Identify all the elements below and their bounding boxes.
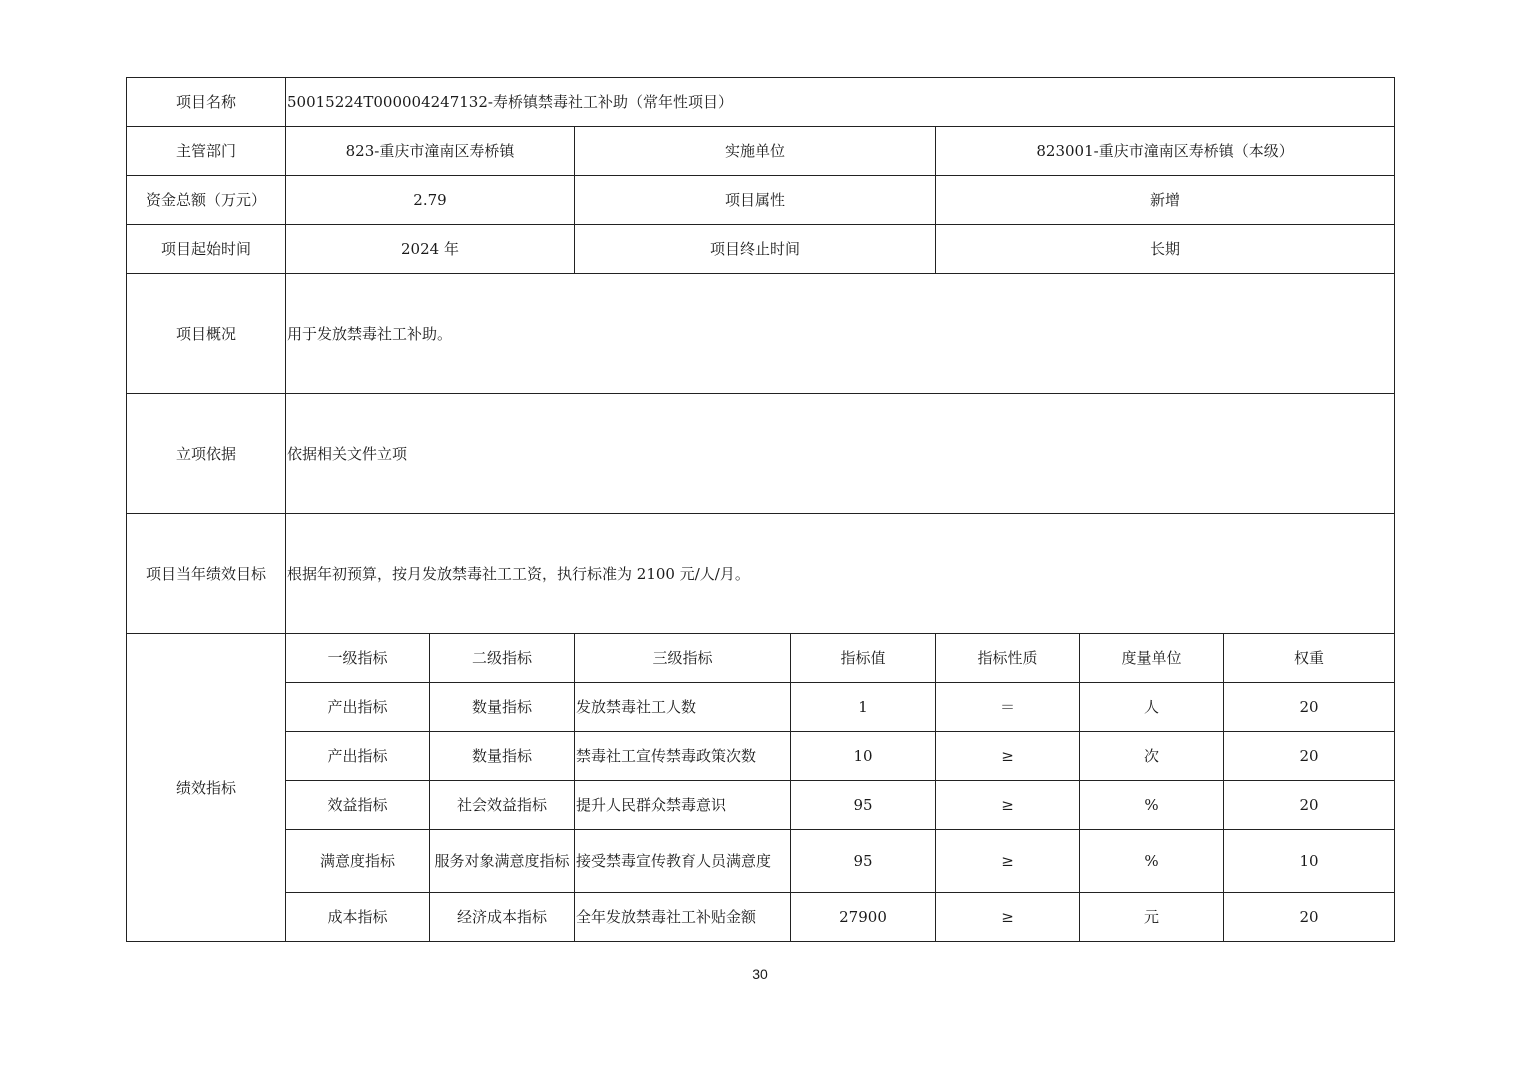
annual-goal-label: 项目当年绩效目标: [127, 514, 286, 634]
funds-row: [127, 176, 1395, 225]
department-label: 主管部门: [127, 127, 286, 176]
department-row: [127, 127, 1395, 176]
unit-cell: 次: [1080, 732, 1224, 781]
unit-cell: 元: [1080, 893, 1224, 942]
level3-cell: 发放禁毒社工人数: [575, 683, 791, 732]
weight-cell: 20: [1224, 781, 1395, 830]
overview-value: 用于发放禁毒社工补助。: [286, 274, 1395, 394]
implementing-unit-value: 823001-重庆市潼南区寿桥镇（本级）: [936, 127, 1395, 176]
header-level2: 二级指标: [430, 634, 575, 683]
indicator-row: [127, 893, 1395, 942]
basis-value: 依据相关文件立项: [286, 394, 1395, 514]
level3-cell: 禁毒社工宣传禁毒政策次数: [575, 732, 791, 781]
start-time-value: 2024 年: [286, 225, 575, 274]
nature-cell: ≥: [936, 830, 1080, 893]
header-level1: 一级指标: [286, 634, 430, 683]
project-name-row: [127, 78, 1395, 127]
header-nature: 指标性质: [936, 634, 1080, 683]
header-unit: 度量单位: [1080, 634, 1224, 683]
nature-cell: ≥: [936, 732, 1080, 781]
level1-cell: 成本指标: [286, 893, 430, 942]
period-row: [127, 225, 1395, 274]
project-attribute-value: 新增: [936, 176, 1395, 225]
header-weight: 权重: [1224, 634, 1395, 683]
level1-cell: 产出指标: [286, 683, 430, 732]
weight-cell: 20: [1224, 683, 1395, 732]
total-funds-value: 2.79: [286, 176, 575, 225]
performance-target-table: [126, 77, 1395, 942]
indicator-header-row: [127, 634, 1395, 683]
overview-label: 项目概况: [127, 274, 286, 394]
unit-cell: %: [1080, 830, 1224, 893]
level2-cell: 数量指标: [430, 683, 575, 732]
weight-cell: 20: [1224, 732, 1395, 781]
start-time-label: 项目起始时间: [127, 225, 286, 274]
end-time-value: 长期: [936, 225, 1395, 274]
annual-goal-row: [127, 514, 1395, 634]
unit-cell: 人: [1080, 683, 1224, 732]
indicator-row: [127, 732, 1395, 781]
level2-cell: 数量指标: [430, 732, 575, 781]
level2-cell: 经济成本指标: [430, 893, 575, 942]
annual-goal-value: 根据年初预算，按月发放禁毒社工工资，执行标准为 2100 元/人/月。: [286, 514, 1395, 634]
level1-cell: 产出指标: [286, 732, 430, 781]
basis-label: 立项依据: [127, 394, 286, 514]
level3-cell: 提升人民群众禁毒意识: [575, 781, 791, 830]
level1-cell: 满意度指标: [286, 830, 430, 893]
indicators-section-label: 绩效指标: [127, 634, 286, 942]
indicator-row: [127, 781, 1395, 830]
implementing-unit-label: 实施单位: [575, 127, 936, 176]
page-number: 30: [752, 966, 768, 982]
indicator-row: [127, 683, 1395, 732]
indicator-row: [127, 830, 1395, 893]
value-cell: 1: [791, 683, 936, 732]
nature-cell: ≥: [936, 781, 1080, 830]
level2-cell: 社会效益指标: [430, 781, 575, 830]
level3-cell: 接受禁毒宣传教育人员满意度: [575, 830, 791, 893]
project-name-label: 项目名称: [127, 78, 286, 127]
level1-cell: 效益指标: [286, 781, 430, 830]
total-funds-label: 资金总额（万元）: [127, 176, 286, 225]
header-value: 指标值: [791, 634, 936, 683]
weight-cell: 20: [1224, 893, 1395, 942]
project-attribute-label: 项目属性: [575, 176, 936, 225]
project-name-value: 50015224T000004247132-寿桥镇禁毒社工补助（常年性项目）: [286, 78, 1395, 127]
weight-cell: 10: [1224, 830, 1395, 893]
level3-cell: 全年发放禁毒社工补贴金额: [575, 893, 791, 942]
department-value: 823-重庆市潼南区寿桥镇: [286, 127, 575, 176]
basis-row: [127, 394, 1395, 514]
value-cell: 95: [791, 830, 936, 893]
overview-row: [127, 274, 1395, 394]
nature-cell: ≥: [936, 893, 1080, 942]
unit-cell: %: [1080, 781, 1224, 830]
value-cell: 10: [791, 732, 936, 781]
value-cell: 95: [791, 781, 936, 830]
nature-cell: ＝: [936, 683, 1080, 732]
end-time-label: 项目终止时间: [575, 225, 936, 274]
level2-cell: 服务对象满意度指标: [430, 830, 575, 893]
header-level3: 三级指标: [575, 634, 791, 683]
value-cell: 27900: [791, 893, 936, 942]
